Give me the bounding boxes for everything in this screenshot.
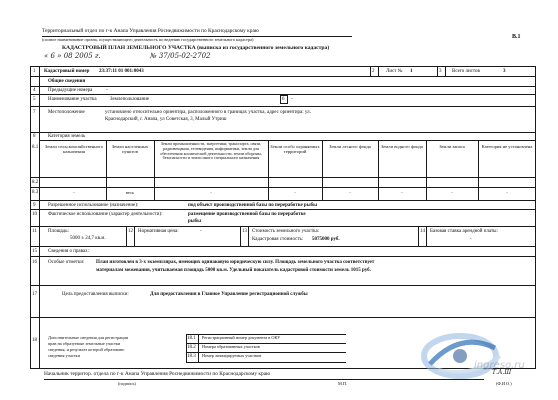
row-number: 7 xyxy=(33,110,36,115)
category-value: - xyxy=(451,190,453,195)
watermark-text: ingreso.ru xyxy=(474,360,525,371)
norm-price-value: - xyxy=(200,229,202,234)
previous-numbers-value: - xyxy=(106,88,108,93)
sheet-value: 1 xyxy=(410,69,413,74)
category-value: - xyxy=(73,190,75,195)
permitted-use-value: под объект производственной базы по переработке рыбы xyxy=(188,203,318,208)
special-marks-label: Особые отметки: xyxy=(48,260,85,265)
category-header-reserve: Земли запаса xyxy=(439,144,465,149)
location-value-line1: установлено относительно ориентира, расположенного в границах участка, адрес ориентира: ул. xyxy=(105,110,311,115)
row-number: 8.1 xyxy=(32,145,39,150)
row-6-value: - xyxy=(291,97,293,102)
total-sheets-value: 3 xyxy=(503,69,506,74)
category-header-protected: Земли особо охраняемых территорий xyxy=(270,144,320,155)
row-number: 18.3 xyxy=(187,354,196,359)
norm-price-label: Нормативная цена: xyxy=(138,229,179,234)
category-header-not-set: Категория не установлена xyxy=(481,144,533,149)
row-number: 13 xyxy=(242,229,247,234)
actual-use-value-line2: рыбы xyxy=(188,219,202,224)
registration-number-label: Регистрационный номер документа в ОКУ xyxy=(202,335,281,340)
cadastral-number-value: 23:37:11 01 001:0043 xyxy=(99,69,144,74)
row-number: 14 xyxy=(420,229,425,234)
sheet-label: Лист № xyxy=(386,69,403,74)
category-header-industry: Земли промышленности, энергетики, транспорта, связи, радиовещания, телевидения, информатики, земли для обеспечения космической деятельности, земли обороны, безопасности и земли иного специального назначения xyxy=(160,141,262,161)
area-label: Площадь: xyxy=(48,229,69,234)
category-value: - xyxy=(401,190,403,195)
row-number: 2 xyxy=(372,69,375,74)
category-header-forest: Земли лесного фонда xyxy=(329,144,371,149)
category-header-water: Земли водного фонда xyxy=(381,144,423,149)
row-number: 1 xyxy=(33,69,36,74)
location-label: Местоположение xyxy=(48,110,85,115)
row-number: 18 xyxy=(32,338,37,343)
total-sheets-label: Всего листов xyxy=(452,69,480,74)
rights-info-label: Сведения о правах: xyxy=(48,249,90,254)
previous-numbers-label: Предыдущие номера xyxy=(48,88,93,93)
parcel-name-value: Землепользование xyxy=(110,97,150,102)
row-number: 15 xyxy=(32,249,37,254)
permitted-use-label: Разрешенное использование (назначение): xyxy=(48,203,139,208)
department-line: Территориальный отдел по г-к Анапа Управления Роснедвижимости по Краснодарскому краю xyxy=(42,28,259,34)
cadastral-cost-value: 5075000 руб. xyxy=(312,237,340,242)
category-header-agricultural: Земли сельскохозяйственного назначения xyxy=(44,144,104,155)
signature-caption: (подпись) xyxy=(118,381,136,386)
row-number: 18.2 xyxy=(187,345,196,350)
row-number: 12 xyxy=(128,229,133,234)
additional-info-label-1: Дополнительные сведения для регистрации xyxy=(48,335,129,340)
signer-line: Начальник территор. отдела по г-к Анапа Управления Роснедвижимости по Краснодарскому краю xyxy=(44,371,271,377)
area-value: 5000 ± 24,7 кв.м. xyxy=(70,236,106,241)
category-value: - xyxy=(294,190,296,195)
row-number: 10 xyxy=(32,212,37,217)
special-marks-line1: План изготовлен в 3-х экземплярах, имеющих одинаковую юридическую силу. Площадь земельного участка соответствует xyxy=(96,260,375,265)
location-value-line2: Краснодарский, г. Анапа, ул Советская, 3, Малый Утриш xyxy=(105,117,227,122)
department-caption: (полное наименование органа, осуществляющего деятельность по ведению государственного земельного кадастра) xyxy=(42,37,254,42)
actual-use-value-line1: размещение производственной базы по переработке xyxy=(188,212,306,217)
stamp-place: М.П. xyxy=(338,381,348,386)
document-title: КАДАСТРОВЫЙ ПЛАН ЗЕМЕЛЬНОГО УЧАСТКА (выписка из государственного земельного кадастра) xyxy=(62,45,330,51)
row-number: 8 xyxy=(33,134,36,139)
additional-info-label-4: сведения участки xyxy=(48,353,80,358)
category-value: - xyxy=(210,190,212,195)
fio-caption: (Ф.И.О.) xyxy=(496,381,512,386)
row-number: 17 xyxy=(32,292,37,297)
category-value: весь xyxy=(125,190,135,195)
category-value: - xyxy=(349,190,351,195)
category-header-settlements: Земли населенных пунктов xyxy=(111,144,149,155)
row-number: 5 xyxy=(33,97,36,102)
handwritten-number: № 37/05-02-2702 xyxy=(150,52,211,60)
row-number: 8.2 xyxy=(32,180,39,185)
base-rent-value: - xyxy=(470,237,472,242)
watermark-logo xyxy=(420,326,550,386)
row-number: 9 xyxy=(33,203,36,208)
watermark-swirl-icon xyxy=(420,326,550,386)
row-number: 3 xyxy=(439,69,442,74)
formed-parcels-label: Номера образованных участков xyxy=(202,344,260,349)
category-value: - xyxy=(506,190,508,195)
general-info-heading: Общие сведения xyxy=(48,79,86,84)
row-number: 18.1 xyxy=(187,336,196,341)
row-number: 6 xyxy=(282,97,285,102)
cadastral-cost-label: Кадастровая стоимость: xyxy=(252,237,304,242)
additional-info-label-3: сведения, и результат которой образовано xyxy=(48,347,125,352)
row-number: 16 xyxy=(32,260,37,265)
land-category-label: Категория земель xyxy=(48,134,86,139)
row-number: 4 xyxy=(33,88,36,93)
special-marks-line2: материалам межевания, учитываемая площадь 5000 кв.м. Удельный показатель кадастровой стоимости земель 1015 руб. xyxy=(96,268,371,273)
additional-info-label-2: прав на образуемые земельные участки xyxy=(48,341,121,346)
signer-name: Т.А.Ш xyxy=(492,369,512,376)
statement-purpose-label: Цель предоставления выписки: xyxy=(62,292,129,297)
actual-use-label: Фактическое использование (характер деятельности): xyxy=(48,212,163,217)
land-cost-label: Стоимость земельного участка: xyxy=(252,229,320,234)
cadastral-number-label: Кадастровый номер xyxy=(44,69,90,74)
parcel-name-label: Наименование участка xyxy=(48,97,97,102)
row-number: 8.3 xyxy=(32,190,39,195)
handwritten-date: « 6 » 08 2005 г. xyxy=(44,52,101,60)
liquidated-parcels-label: Номер ликвидируемых участков xyxy=(202,353,262,358)
row-number: 11 xyxy=(32,229,37,234)
statement-purpose-value: Для предоставления в Главное Управление регистрационной службы xyxy=(150,292,308,297)
base-rent-label: Базовая ставка арендной платы: xyxy=(430,229,498,234)
form-code: В.1 xyxy=(512,34,521,40)
